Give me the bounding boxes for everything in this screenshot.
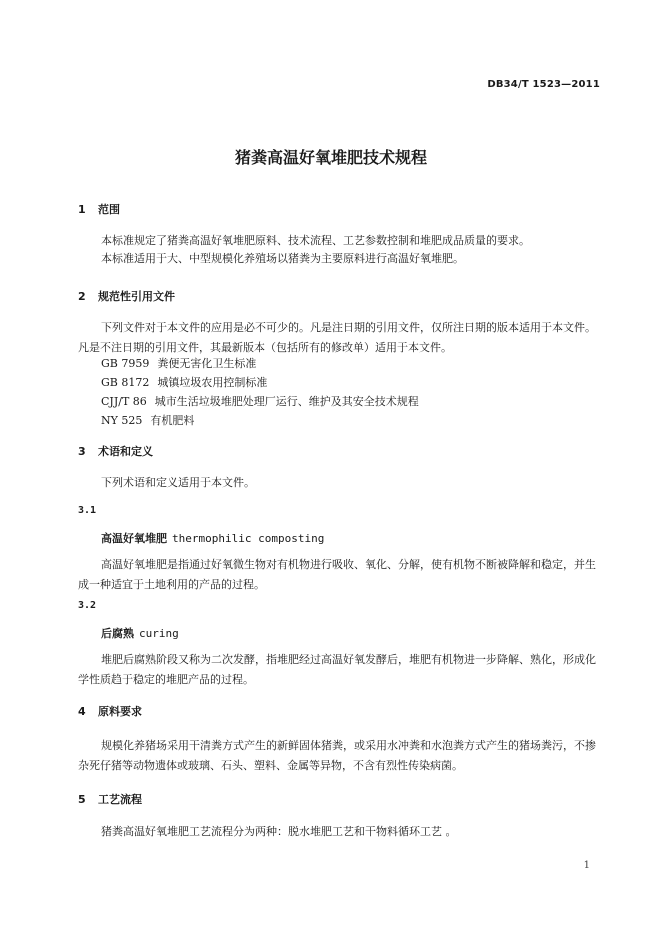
section-5-heading [78,791,142,807]
reference-code: CJJ/T 86 [101,395,147,408]
section-title: 范围 [98,203,120,216]
reference-title: 粪便无害化卫生标准 [157,357,257,370]
section-number: 2 [78,290,86,303]
term-chinese: 高温好氧堆肥 [101,532,167,545]
section-number: 1 [78,203,86,216]
section-1-para-2: 本标准适用于大、中型规模化养殖场以猪粪为主要原料进行高温好氧堆肥。 [101,252,464,265]
term-chinese: 后腐熟 [101,627,134,640]
section-number: 3 [78,445,86,458]
section-3-heading [78,443,153,459]
term-heading [101,530,324,546]
section-title: 术语和定义 [98,445,153,458]
clause-number: 3.1 [78,505,97,516]
reference-code: GB 7959 [101,357,150,370]
section-2-intro: 下列文件对于本文件的应用是必不可少的。凡是注日期的引用文件，仅所注日期的版本适用于本文件。凡是不注日期的引用文件，其最新版本（包括所有的修改单）适用于本文件。 [78,321,596,354]
section-title: 原料要求 [98,705,142,718]
section-1-para-1: 本标准规定了猪粪高温好氧堆肥原料、技术流程、工艺参数控制和堆肥成品质量的要求。 [101,234,530,247]
reference-title: 城镇垃圾农用控制标准 [157,376,268,389]
term-definition: 高温好氧堆肥是指通过好氧微生物对有机物进行吸收、氧化、分解，使有机物不断被降解和稳定，并生成一种适宜于土地利用的产品的过程。 [78,558,596,591]
section-4-para: 规模化养猪场采用干清粪方式产生的新鲜固体猪粪，或采用水冲粪和水泡粪方式产生的猪场粪污，不掺杂死仔猪等动物遗体或玻璃、石头、塑料、金属等异物，不含有烈性传染病菌。 [78,739,596,772]
section-3-intro: 下列术语和定义适用于本文件。 [101,476,255,489]
section-number: 4 [78,705,86,718]
section-title: 工艺流程 [98,793,142,806]
page-title: 猪粪高温好氧堆肥技术规程 [234,148,427,167]
document-code: DB34/T 1523—2011 [487,79,600,90]
section-number: 5 [78,793,86,806]
reference-item [101,354,256,374]
term-heading [101,625,179,641]
section-4-heading [78,703,142,719]
reference-item [101,392,419,412]
reference-code: GB 8172 [101,376,150,389]
page-number: 1 [583,860,590,871]
reference-item [101,411,194,431]
section-1-heading [78,201,120,217]
clause-number: 3.2 [78,600,97,611]
section-title: 规范性引用文件 [98,290,175,303]
section-2-heading [78,288,175,304]
term-definition: 堆肥后腐熟阶段又称为二次发酵，指堆肥经过高温好氧发酵后，堆肥有机物进一步降解、熟化，形成化学性质趋于稳定的堆肥产品的过程。 [78,653,596,686]
reference-code: NY 525 [101,414,143,427]
section-5-para: 猪粪高温好氧堆肥工艺流程分为两种：脱水堆肥工艺和干物料循环工艺 。 [101,825,457,838]
term-english: thermophilic composting [172,532,325,545]
reference-item [101,373,267,393]
term-english: curing [139,627,179,640]
reference-title: 有机肥料 [150,414,195,427]
reference-title: 城市生活垃圾堆肥处理厂运行、维护及其安全技术规程 [154,395,419,408]
